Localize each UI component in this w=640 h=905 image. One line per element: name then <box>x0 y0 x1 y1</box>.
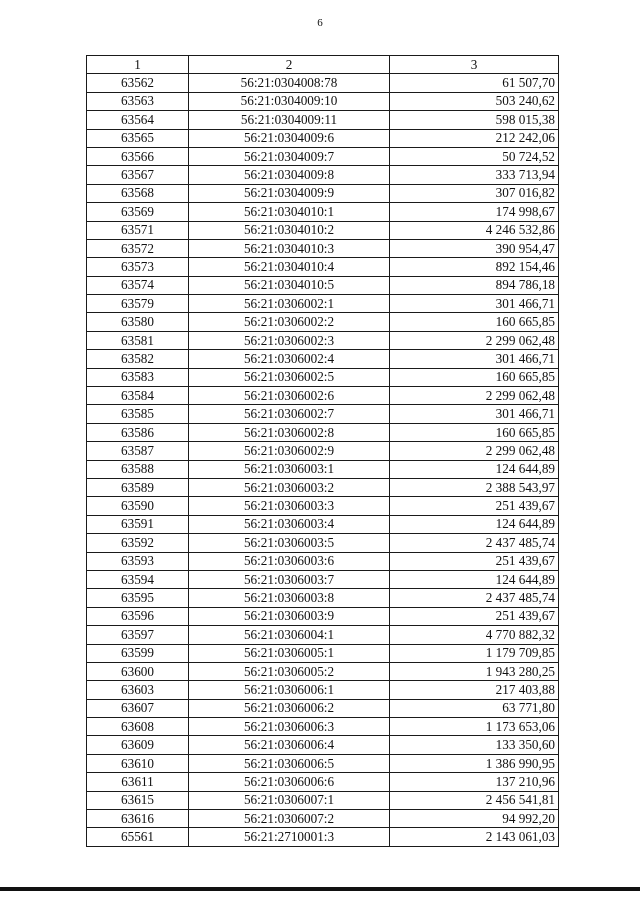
cell-cadastral-number: 56:21:0306002:8 <box>189 423 390 441</box>
cell-number: 63588 <box>87 460 189 478</box>
cell-number: 63568 <box>87 184 189 202</box>
cell-cadastral-number: 56:21:0306006:5 <box>189 754 390 772</box>
cell-cadastral-value: 94 992,20 <box>390 810 559 828</box>
cell-cadastral-value: 2 388 543,97 <box>390 478 559 496</box>
cell-number: 63593 <box>87 552 189 570</box>
cell-number: 63585 <box>87 405 189 423</box>
cell-cadastral-number: 56:21:0306002:7 <box>189 405 390 423</box>
cell-cadastral-value: 50 724,52 <box>390 147 559 165</box>
cell-number: 63572 <box>87 239 189 257</box>
table-row <box>87 350 559 368</box>
cell-cadastral-number: 56:21:0306007:2 <box>189 810 390 828</box>
cell-number: 63600 <box>87 662 189 680</box>
cell-number: 63565 <box>87 129 189 147</box>
cell-cadastral-value: 598 015,38 <box>390 111 559 129</box>
table-row <box>87 589 559 607</box>
table-row <box>87 92 559 110</box>
table-row <box>87 387 559 405</box>
table-row <box>87 662 559 680</box>
cell-cadastral-value: 2 299 062,48 <box>390 442 559 460</box>
cell-cadastral-number: 56:21:0306006:3 <box>189 718 390 736</box>
column-header-cadastral-number: 2 <box>189 56 390 74</box>
table-row <box>87 718 559 736</box>
cell-cadastral-value: 217 403,88 <box>390 681 559 699</box>
cell-cadastral-number: 56:21:0306003:1 <box>189 460 390 478</box>
table-row <box>87 295 559 313</box>
cell-number: 63611 <box>87 773 189 791</box>
cell-cadastral-value: 63 771,80 <box>390 699 559 717</box>
table-row <box>87 276 559 294</box>
table-row <box>87 147 559 165</box>
cell-cadastral-number: 56:21:0306003:6 <box>189 552 390 570</box>
table-row <box>87 773 559 791</box>
cell-number: 65561 <box>87 828 189 846</box>
cell-cadastral-value: 2 456 541,81 <box>390 791 559 809</box>
cell-cadastral-value: 160 665,85 <box>390 423 559 441</box>
cell-cadastral-number: 56:21:0304009:8 <box>189 166 390 184</box>
cell-cadastral-number: 56:21:0306002:5 <box>189 368 390 386</box>
cell-cadastral-value: 61 507,70 <box>390 74 559 92</box>
cell-number: 63580 <box>87 313 189 331</box>
cell-cadastral-number: 56:21:0306005:2 <box>189 662 390 680</box>
cell-number: 63608 <box>87 718 189 736</box>
cell-cadastral-number: 56:21:0306002:4 <box>189 350 390 368</box>
table-row <box>87 405 559 423</box>
table-row <box>87 313 559 331</box>
cell-number: 63573 <box>87 258 189 276</box>
cell-number: 63610 <box>87 754 189 772</box>
cell-number: 63616 <box>87 810 189 828</box>
cell-cadastral-value: 2 299 062,48 <box>390 331 559 349</box>
table-row <box>87 810 559 828</box>
cell-cadastral-value: 160 665,85 <box>390 313 559 331</box>
cell-cadastral-number: 56:21:0304010:5 <box>189 276 390 294</box>
cell-cadastral-number: 56:21:0304010:3 <box>189 239 390 257</box>
cell-cadastral-value: 1 179 709,85 <box>390 644 559 662</box>
cell-cadastral-value: 133 350,60 <box>390 736 559 754</box>
page-number: 6 <box>317 17 323 29</box>
cell-number: 63603 <box>87 681 189 699</box>
cell-cadastral-value: 160 665,85 <box>390 368 559 386</box>
cell-cadastral-value: 251 439,67 <box>390 607 559 625</box>
cell-cadastral-number: 56:21:0306006:4 <box>189 736 390 754</box>
cell-number: 63595 <box>87 589 189 607</box>
cell-number: 63597 <box>87 626 189 644</box>
cell-number: 63584 <box>87 387 189 405</box>
table-row <box>87 570 559 588</box>
cell-cadastral-number: 56:21:0306006:6 <box>189 773 390 791</box>
table-row <box>87 423 559 441</box>
table-row <box>87 607 559 625</box>
table-row <box>87 221 559 239</box>
table-row <box>87 515 559 533</box>
cadastral-value-table <box>86 55 559 847</box>
cell-number: 63591 <box>87 515 189 533</box>
cell-number: 63583 <box>87 368 189 386</box>
table-row <box>87 828 559 846</box>
cell-cadastral-value: 894 786,18 <box>390 276 559 294</box>
cell-cadastral-value: 333 713,94 <box>390 166 559 184</box>
cell-number: 63567 <box>87 166 189 184</box>
cell-cadastral-value: 1 386 990,95 <box>390 754 559 772</box>
cell-cadastral-number: 56:21:0304010:2 <box>189 221 390 239</box>
cell-cadastral-number: 56:21:0306005:1 <box>189 644 390 662</box>
cell-cadastral-value: 2 437 485,74 <box>390 534 559 552</box>
cell-cadastral-value: 390 954,47 <box>390 239 559 257</box>
table-row <box>87 497 559 515</box>
cell-cadastral-number: 56:21:0306003:3 <box>189 497 390 515</box>
cell-number: 63569 <box>87 203 189 221</box>
cell-cadastral-number: 56:21:0306002:6 <box>189 387 390 405</box>
cell-cadastral-value: 301 466,71 <box>390 295 559 313</box>
cell-number: 63564 <box>87 111 189 129</box>
cell-number: 63590 <box>87 497 189 515</box>
table-row <box>87 736 559 754</box>
cell-cadastral-number: 56:21:0306003:5 <box>189 534 390 552</box>
cell-cadastral-value: 4 770 882,32 <box>390 626 559 644</box>
table-row <box>87 258 559 276</box>
cell-cadastral-value: 1 173 653,06 <box>390 718 559 736</box>
cell-cadastral-number: 56:21:0306003:8 <box>189 589 390 607</box>
cell-cadastral-number: 56:21:0306004:1 <box>189 626 390 644</box>
cell-cadastral-number: 56:21:2710001:3 <box>189 828 390 846</box>
cell-cadastral-number: 56:21:0306003:7 <box>189 570 390 588</box>
cell-cadastral-number: 56:21:0306003:2 <box>189 478 390 496</box>
cell-number: 63582 <box>87 350 189 368</box>
cell-cadastral-number: 56:21:0304009:11 <box>189 111 390 129</box>
cell-cadastral-number: 56:21:0304008:78 <box>189 74 390 92</box>
cell-cadastral-number: 56:21:0306003:9 <box>189 607 390 625</box>
cell-number: 63581 <box>87 331 189 349</box>
table-row <box>87 644 559 662</box>
cell-cadastral-number: 56:21:0304010:1 <box>189 203 390 221</box>
cell-number: 63615 <box>87 791 189 809</box>
cell-number: 63587 <box>87 442 189 460</box>
cell-cadastral-value: 301 466,71 <box>390 350 559 368</box>
table-row <box>87 111 559 129</box>
cell-number: 63592 <box>87 534 189 552</box>
footer-rule <box>0 887 640 891</box>
column-header-cadastral-value: 3 <box>390 56 559 74</box>
cell-cadastral-value: 503 240,62 <box>390 92 559 110</box>
cell-number: 63579 <box>87 295 189 313</box>
cell-number: 63571 <box>87 221 189 239</box>
cell-number: 63607 <box>87 699 189 717</box>
table-row <box>87 331 559 349</box>
cell-cadastral-value: 1 943 280,25 <box>390 662 559 680</box>
cell-cadastral-value: 174 998,67 <box>390 203 559 221</box>
cell-cadastral-number: 56:21:0306006:2 <box>189 699 390 717</box>
table-header-row <box>87 56 559 74</box>
cell-cadastral-number: 56:21:0306003:4 <box>189 515 390 533</box>
cell-number: 63594 <box>87 570 189 588</box>
cell-cadastral-number: 56:21:0304009:7 <box>189 147 390 165</box>
cell-cadastral-value: 2 299 062,48 <box>390 387 559 405</box>
table-row <box>87 442 559 460</box>
table-row <box>87 791 559 809</box>
cell-number: 63589 <box>87 478 189 496</box>
table-row <box>87 460 559 478</box>
cell-cadastral-value: 124 644,89 <box>390 570 559 588</box>
table-row <box>87 681 559 699</box>
cell-cadastral-number: 56:21:0306002:9 <box>189 442 390 460</box>
cell-number: 63609 <box>87 736 189 754</box>
table-row <box>87 368 559 386</box>
cell-cadastral-value: 251 439,67 <box>390 497 559 515</box>
table-body <box>87 74 559 846</box>
cell-cadastral-value: 2 437 485,74 <box>390 589 559 607</box>
cell-cadastral-value: 4 246 532,86 <box>390 221 559 239</box>
cell-number: 63599 <box>87 644 189 662</box>
cell-number: 63574 <box>87 276 189 294</box>
cell-cadastral-value: 2 143 061,03 <box>390 828 559 846</box>
cell-cadastral-number: 56:21:0304009:9 <box>189 184 390 202</box>
cell-number: 63596 <box>87 607 189 625</box>
cell-cadastral-number: 56:21:0304009:10 <box>189 92 390 110</box>
table-row <box>87 478 559 496</box>
cell-cadastral-value: 892 154,46 <box>390 258 559 276</box>
cell-cadastral-value: 124 644,89 <box>390 460 559 478</box>
table-row <box>87 754 559 772</box>
table-row <box>87 203 559 221</box>
cell-cadastral-value: 137 210,96 <box>390 773 559 791</box>
table-row <box>87 552 559 570</box>
table-row <box>87 239 559 257</box>
table-row <box>87 534 559 552</box>
column-header-number: 1 <box>87 56 189 74</box>
cell-cadastral-number: 56:21:0306002:1 <box>189 295 390 313</box>
table-row <box>87 166 559 184</box>
table-row <box>87 184 559 202</box>
cell-cadastral-value: 301 466,71 <box>390 405 559 423</box>
table-row <box>87 699 559 717</box>
cell-cadastral-number: 56:21:0306006:1 <box>189 681 390 699</box>
cell-cadastral-value: 124 644,89 <box>390 515 559 533</box>
cell-cadastral-value: 307 016,82 <box>390 184 559 202</box>
cell-cadastral-number: 56:21:0304010:4 <box>189 258 390 276</box>
cell-cadastral-value: 251 439,67 <box>390 552 559 570</box>
table-row <box>87 129 559 147</box>
cell-cadastral-number: 56:21:0304009:6 <box>189 129 390 147</box>
cell-cadastral-number: 56:21:0306002:3 <box>189 331 390 349</box>
cell-cadastral-number: 56:21:0306007:1 <box>189 791 390 809</box>
table-row <box>87 74 559 92</box>
cell-cadastral-value: 212 242,06 <box>390 129 559 147</box>
table-row <box>87 626 559 644</box>
cell-number: 63566 <box>87 147 189 165</box>
cell-cadastral-number: 56:21:0306002:2 <box>189 313 390 331</box>
cell-number: 63563 <box>87 92 189 110</box>
cell-number: 63586 <box>87 423 189 441</box>
cell-number: 63562 <box>87 74 189 92</box>
